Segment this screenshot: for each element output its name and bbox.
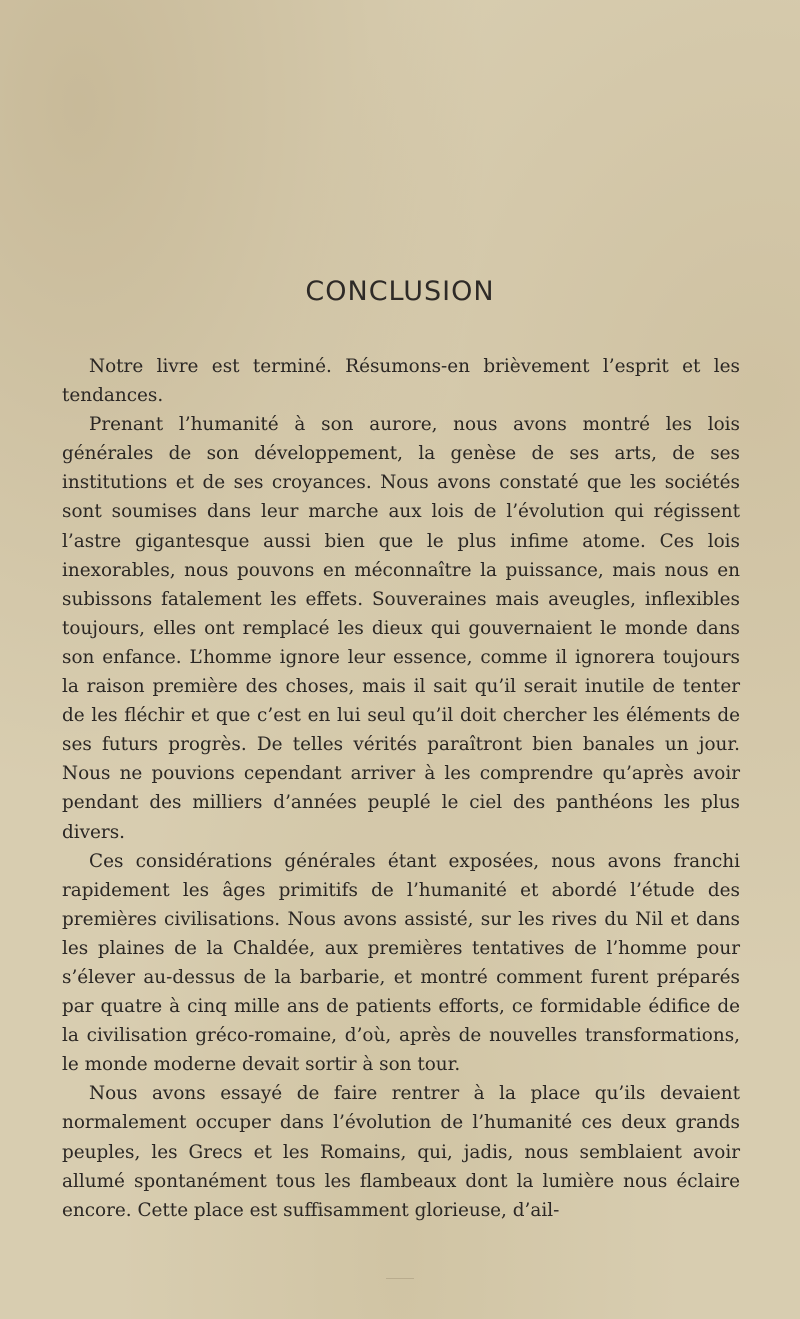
paragraph: Ces considérations générales étant exposées, nous avons franchi rapidement les âges primitifs de l’humanité et abordé l’étude des premières civilisations. Nous avons assisté, sur les rives du Nil et dans les plaines de la Chaldée, aux premières tentatives de l’homme pour s’élever au-dessus de la barbarie, et montré comment furent préparés par quatre à cinq mille ans de patients efforts, ce formidable édifice de la civilisation gréco-romaine, d’où, après de nouvelles transformations, le monde moderne devait sortir à son tour. [62, 850, 740, 1076]
paragraph: Prenant l’humanité à son aurore, nous avons montré les lois générales de son développement, la genèse de ses arts, de ses institutions et de ses croyances. Nous avons constaté que les sociétés sont soumises dans leur marche aux lois de l’évolution qui régissent l’astre gigantesque aussi bien que le plus infime atome. Ces lois inexorables, nous pouvons en méconnaître la puissance, mais nous en subissons fatalement les effets. Souveraines mais aveugles, inflexibles toujours, elles ont remplacé les dieux qui gouvernaient le monde dans son enfance. L’homme ignore leur essence, comme il ignorera toujours la raison première des choses, mais il sait qu’il serait inutile de tenter de les fléchir et que c’est en lui seul qu’il doit chercher les éléments de ses futurs progrès. De telles vérités paraîtront bien banales un jour. Nous ne pouvions cependant arriver à les comprendre qu’après avoir pendant des milliers d’années peuplé le ciel des panthéons les plus divers. [62, 414, 740, 843]
paragraph: Nous avons essayé de faire rentrer à la place qu’ils devaient normalement occuper dans l’évolution de l’humanité ces deux grands peuples, les Grecs et les Romains, qui, jadis, nous semblaient avoir allumé spontanément tous les flambeaux dont la lumière nous éclaire encore. Cette place est suffisamment glorieuse, d’ail- [62, 1083, 740, 1221]
page-bottom-rule [386, 1278, 414, 1279]
chapter-title: CONCLUSION [305, 276, 495, 307]
paragraph: Notre livre est terminé. Résumons-en brièvement l’esprit et les tendances. [62, 356, 740, 407]
chapter-body [62, 352, 740, 1225]
